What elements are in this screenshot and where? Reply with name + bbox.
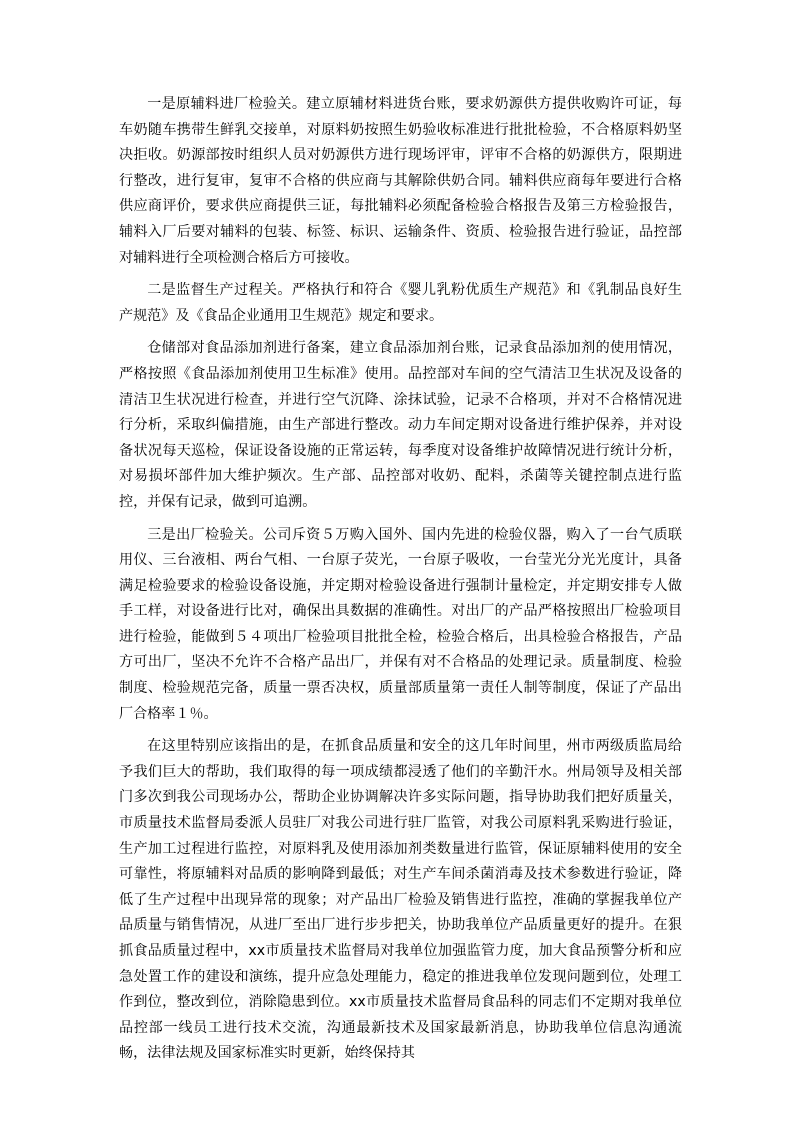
paragraph-warehouse-additives: 仓储部对食品添加剂进行备案，建立食品添加剂台账，记录食品添加剂的使用情况，严格按照《食品添加剂使用卫生标准》使用。品控部对车间的空气清洁卫生状况及设备的清洁卫生状况进行检查，并进行空气沉降、涂抹试验，记录不合格项，并对不合格情况进行分析，采取纠偏措施，由生产部进行整改。动力车间定期对设备进行维护保养，并对设备状况每天巡检，保证设备设施的正常运转，每季度对设备维护故障情况进行统计分析，对易损坏部件加大维护频次。生产部、品控部对收奶、配料，杀菌等关键控制点进行监控，并保有记录，做到可追溯。 bbox=[119, 340, 682, 510]
paragraph-raw-material-inspection: 一是原辅料进厂检验关。建立原辅材料进货台账，要求奶源供方提供收购许可证，每车奶随车携带生鲜乳交接单，对原料奶按照生奶验收标准进行批批检验，不合格原料奶坚决拒收。奶源部按时组织人员对奶源供方进行现场评审，评审不合格的奶源供方，限期进行整改，进行复审，复审不合格的供应商与其解除供奶合同。辅料供应商每年要进行合格供应商评价，要求供应商提供三证，每批辅料必须配备检验合格报告及第三方检验报告，辅料入厂后要对辅料的包装、标签、标识、运输条件、资质、检验报告进行验证，品控部对辅料进行全项检测合格后方可接收。 bbox=[119, 96, 682, 266]
document-body bbox=[119, 92, 682, 1074]
paragraph-outgoing-inspection: 三是出厂检验关。公司斥资５万购入国外、国内先进的检验仪器，购入了一台气质联用仪、三台液相、两台气相、一台原子荧光，一台原子吸收，一台莹光分光光度计，具备满足检验要求的检验设备设施，并定期对检验设备进行强制计量检定，并定期安排专人做手工样，对设备进行比对，确保出具数据的准确性。对出厂的产品严格按照出厂检验项目进行检验，能做到５４项出厂检验项目批批全检，检验合格后，出具检验合格报告，产品方可出厂，坚决不允许不合格产品出厂，并保有对不合格品的处理记录。质量制度、检验制度、检验规范完备，质量一票否决权，质量部质量第一责任人制等制度，保证了产品出厂合格率１％。 bbox=[119, 526, 682, 722]
paragraph-production-supervision: 二是监督生产过程关。严格执行和符合《婴儿乳粉优质生产规范》和《乳制品良好生产规范》及《食品企业通用卫生规范》规定和要求。 bbox=[119, 282, 682, 324]
paragraph-regulator-support: 在这里特别应该指出的是，在抓食品质量和安全的这几年时间里，州市两级质监局给予我们巨大的帮助，我们取得的每一项成绩都浸透了他们的辛勤汗水。州局领导及相关部门多次到我公司现场办公，帮助企业协调解决许多实际问题，指导协助我们把好质量关，市质量技术监督局委派人员驻厂对我公司进行驻厂监管，对我公司原料乳采购进行验证，生产加工过程进行监控，对原料乳及使用添加剂类数量进行监管，保证原辅料使用的安全可靠性，将原辅料对品质的影响降到最低；对生产车间杀菌消毒及技术参数进行验证，降低了生产过程中出现异常的现象；对产品出厂检验及销售进行监控，准确的掌握我单位产品质量与销售情况，从进厂至出厂进行步步把关，协助我单位产品质量更好的提升。在狠抓食品质量过程中，xx市质量技术监督局对我单位加强监管力度，加大食品预警分析和应急处置工作的建设和演练，提升应急处理能力，稳定的推进我单位发现问题到位，处理工作到位，整改到位，消除隐患到位。xx市质量技术监督局食品科的同志们不定期对我单位品控部一线员工进行技术交流，沟通最新技术及国家最新消息，协助我单位信息沟通流畅，法律法规及国家标准实时更新，始终保持其 bbox=[119, 738, 682, 1062]
